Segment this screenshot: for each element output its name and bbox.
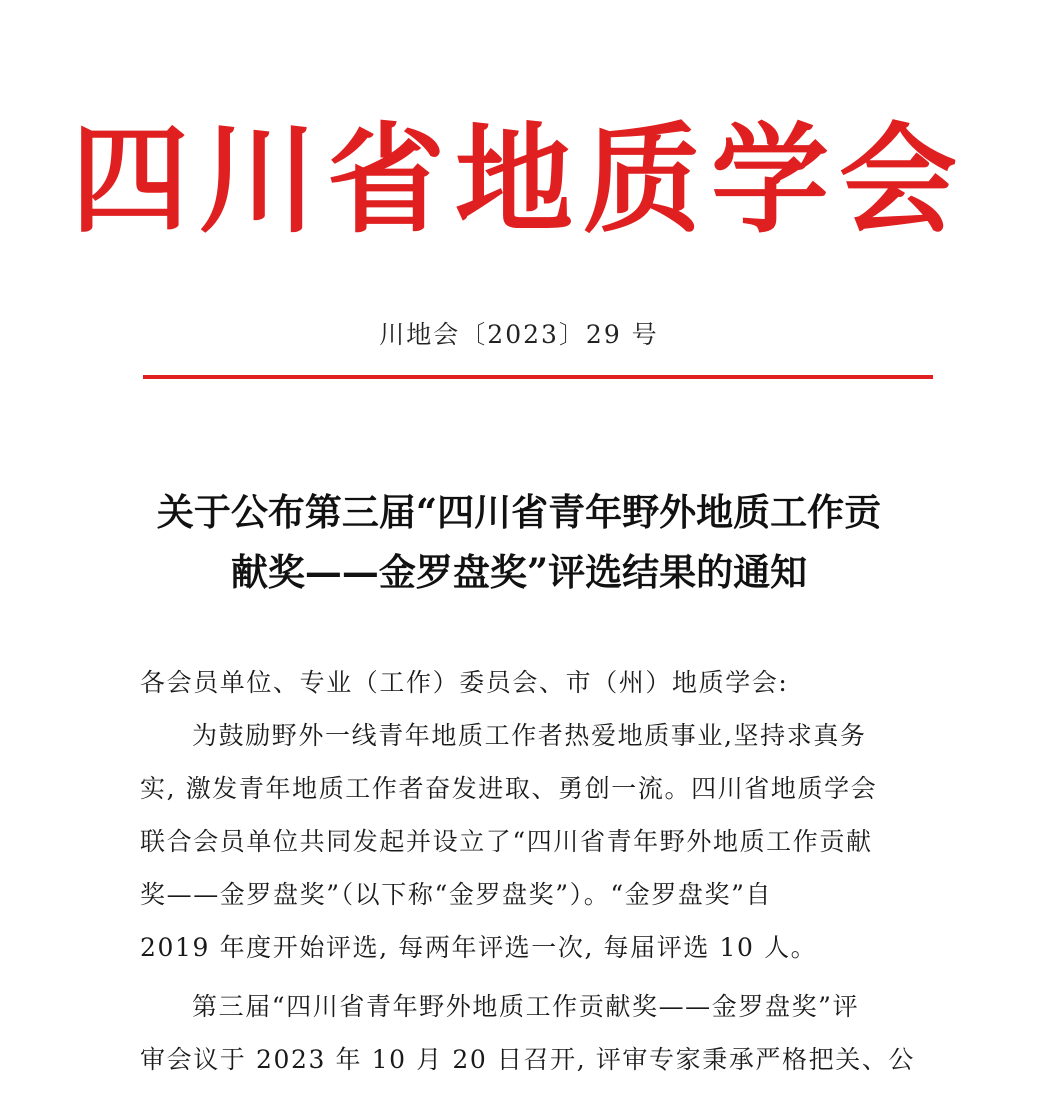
paragraph-line: 为鼓励野外一线青年地质工作者热爱地质事业,坚持求真务 <box>192 721 867 750</box>
paragraph-line: 第三届“四川省青年野外地质工作贡献奖——金罗盘奖”评 <box>192 992 860 1021</box>
paragraph-line: 联合会员单位共同发起并设立了“四川省青年野外地质工作贡献 <box>140 827 873 856</box>
notice-title <box>90 482 948 602</box>
paragraph-line: 审会议于 2023 年 10 月 20 日召开, 评审专家秉承严格把关、公 <box>140 1045 916 1074</box>
paragraph-line: 实, 激发青年地质工作者奋发进取、勇创一流。四川省地质学会 <box>140 774 878 803</box>
paragraph-line: 奖——金罗盘奖”（以下称“金罗盘奖”）。“金罗盘奖”自 <box>140 880 773 909</box>
notice-title-line-1: 关于公布第三届“四川省青年野外地质工作贡 <box>156 490 882 534</box>
red-divider-line <box>143 375 933 379</box>
document-number: 川地会〔2023〕29 号 <box>379 320 659 349</box>
notice-body <box>140 656 930 1086</box>
paragraph-2 <box>140 980 930 1086</box>
paragraph-1 <box>140 709 930 974</box>
notice-title-line-2: 献奖——金罗盘奖”评选结果的通知 <box>230 550 808 594</box>
org-header-title: 四川省地质学会 <box>70 111 967 249</box>
paragraph-line: 2019 年度开始评选, 每两年评选一次, 每届评选 10 人。 <box>140 933 818 962</box>
salutation: 各会员单位、专业（工作）委员会、市（州）地质学会: <box>140 668 789 697</box>
